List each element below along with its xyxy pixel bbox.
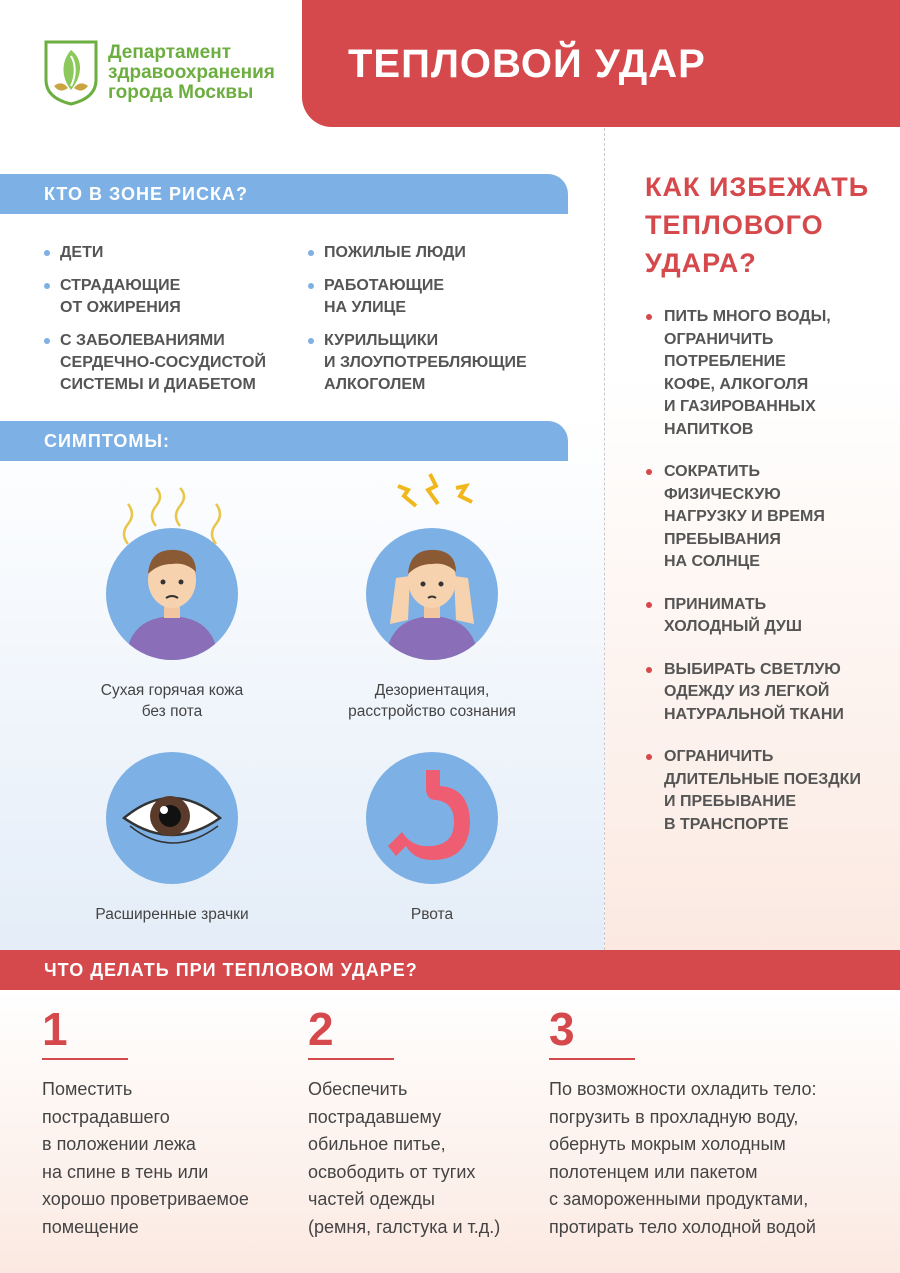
step-text-line: Обеспечить [308, 1079, 408, 1099]
symptom-circle [366, 752, 498, 884]
avoid-item-line: ФИЗИЧЕСКУЮ [664, 485, 781, 503]
action-step [308, 1004, 538, 1241]
avoid-item-line: НАГРУЗКУ И ВРЕМЯ [664, 508, 825, 525]
risk-item [308, 330, 568, 396]
column-divider [604, 128, 605, 950]
avoid-item-line: ДЛИТЕЛЬНЫЕ ПОЕЗДКИ [664, 770, 861, 788]
avoid-list [646, 306, 891, 856]
risk-item-line: РАБОТАЮЩИЕ [324, 277, 445, 294]
symptom-label: Рвота [410, 906, 454, 923]
risk-list-right [308, 242, 568, 407]
logo-line-2: здравоохранения [108, 62, 275, 83]
risk-list-left [44, 242, 294, 407]
step-text-line: протирать тело холодной водой [549, 1216, 816, 1237]
symptom-item [42, 528, 302, 722]
step-text-line: обернуть мокрым холодным [549, 1134, 786, 1154]
avoid-item-line: СОКРАТИТЬ [664, 463, 760, 480]
step-text-line: частей одежды [308, 1189, 435, 1209]
logo-line-3: города Москвы [108, 82, 254, 103]
step-text-line: освободить от тугих [308, 1161, 476, 1182]
avoid-item-line: ОГРАНИЧИТЬ [664, 330, 774, 348]
avoid-item-line: ОГРАНИЧИТЬ [664, 748, 774, 765]
logo-line-1: Департамент [108, 42, 232, 63]
eye-icon [106, 752, 238, 884]
avoid-item-line: В ТРАНСПОРТЕ [664, 815, 789, 833]
step-underline [42, 1058, 128, 1060]
avoid-item-line: ПИТЬ МНОГО ВОДЫ, [664, 308, 831, 325]
avoid-item-line: ПРИНИМАТЬ [664, 595, 767, 613]
risk-item-line: И ЗЛОУПОТРЕБЛЯЮЩИЕ [324, 354, 527, 371]
step-underline [308, 1058, 394, 1060]
risk-item [308, 275, 568, 319]
avoid-item-line: НАТУРАЛЬНОЙ ТКАНИ [664, 705, 844, 723]
step-text-line: погрузить в прохладную воду, [549, 1106, 799, 1127]
symptom-circle [366, 528, 498, 660]
symptom-label: Дезориентация, [374, 682, 490, 699]
step-text-line: пострадавшего [42, 1106, 170, 1127]
hot-skin-person-icon [106, 528, 238, 660]
risk-item-line: СТРАДАЮЩИЕ [60, 277, 181, 294]
avoid-item [646, 659, 891, 727]
risk-item [44, 275, 294, 319]
symptom-circle [106, 528, 238, 660]
step-text-line: с замороженными продуктами, [549, 1189, 809, 1209]
step-text-line: Поместить [42, 1079, 133, 1099]
headache-person-icon [366, 528, 498, 660]
symptom-item [302, 752, 562, 925]
action-step [549, 1004, 894, 1241]
risk-item-line: ПОЖИЛЫЕ ЛЮДИ [324, 244, 466, 261]
symptom-label: Сухая горячая кожа [100, 682, 244, 699]
avoid-item [646, 746, 891, 836]
risk-item-line: КУРИЛЬЩИКИ [324, 332, 439, 349]
moscow-health-logo-icon [42, 40, 100, 106]
heat-waves-icon [118, 486, 228, 546]
logo [42, 40, 275, 106]
step-text-line: полотенцем или пакетом [549, 1161, 758, 1182]
step-text-line: (ремня, галстука и т.д.) [308, 1216, 501, 1237]
step-number: 3 [549, 1003, 575, 1055]
actions-heading: ЧТО ДЕЛАТЬ ПРИ ТЕПЛОВОМ УДАРЕ? [0, 950, 900, 990]
page-title: ТЕПЛОВОЙ УДАР [348, 42, 706, 86]
symptom-circle [106, 752, 238, 884]
symptom-label: без пота [141, 703, 203, 720]
action-step [42, 1004, 292, 1241]
avoid-heading-line: КАК ИЗБЕЖАТЬ [645, 172, 870, 202]
avoid-item [646, 461, 891, 574]
avoid-item-line: НАПИТКОВ [664, 420, 754, 438]
symptom-label: расстройство сознания [348, 703, 516, 720]
symptom-item [42, 752, 302, 925]
avoid-item-line: И ГАЗИРОВАННЫХ [664, 398, 816, 415]
symptom-label: Расширенные зрачки [95, 906, 249, 923]
risk-heading: КТО В ЗОНЕ РИСКА? [0, 174, 568, 214]
stomach-icon [366, 752, 498, 884]
risk-item-line: АЛКОГОЛЕМ [324, 376, 426, 393]
step-number: 2 [308, 1003, 334, 1055]
step-text-line: По возможности охладить тело: [549, 1079, 817, 1099]
avoid-heading-line: ТЕПЛОВОГО [645, 210, 824, 240]
avoid-heading-line: УДАРА? [645, 248, 757, 278]
avoid-item-line: ПОТРЕБЛЕНИЕ [664, 353, 786, 370]
header [0, 0, 900, 128]
step-text-line: пострадавшему [308, 1106, 442, 1127]
avoid-item-line: НА СОЛНЦЕ [664, 553, 760, 570]
risk-item [44, 242, 294, 264]
step-text-line: на спине в тень или [42, 1161, 209, 1182]
avoid-item-line: ОДЕЖДУ ИЗ ЛЕГКОЙ [664, 683, 830, 700]
title-bar [302, 0, 900, 127]
avoid-item-line: ХОЛОДНЫЙ ДУШ [664, 618, 802, 635]
avoid-item [646, 594, 891, 639]
avoid-heading [645, 168, 869, 282]
risk-item-line: ОТ ОЖИРЕНИЯ [60, 299, 181, 316]
symptom-item [302, 528, 562, 722]
risk-item-line: ДЕТИ [60, 244, 104, 261]
avoid-item-line: И ПРЕБЫВАНИЕ [664, 793, 796, 810]
risk-item [44, 330, 294, 396]
avoid-item-line: КОФЕ, АЛКОГОЛЯ [664, 375, 809, 393]
risk-item-line: С ЗАБОЛЕВАНИЯМИ [60, 332, 225, 349]
risk-item-line: СИСТЕМЫ И ДИАБЕТОМ [60, 376, 256, 393]
symptoms-heading: СИМПТОМЫ: [0, 421, 568, 461]
lightning-icon [390, 472, 480, 512]
step-text-line: в положении лежа [42, 1134, 196, 1154]
step-number: 1 [42, 1003, 68, 1055]
risk-item-line: СЕРДЕЧНО-СОСУДИСТОЙ [60, 354, 266, 371]
step-underline [549, 1058, 635, 1060]
risk-item-line: НА УЛИЦЕ [324, 299, 406, 316]
step-text-line: хорошо проветриваемое [42, 1189, 249, 1209]
step-text-line: помещение [42, 1216, 139, 1237]
avoid-item [646, 306, 891, 441]
avoid-item-line: ВЫБИРАТЬ СВЕТЛУЮ [664, 660, 841, 678]
avoid-item-line: ПРЕБЫВАНИЯ [664, 530, 781, 548]
step-text-line: обильное питье, [308, 1134, 446, 1154]
risk-item [308, 242, 568, 264]
